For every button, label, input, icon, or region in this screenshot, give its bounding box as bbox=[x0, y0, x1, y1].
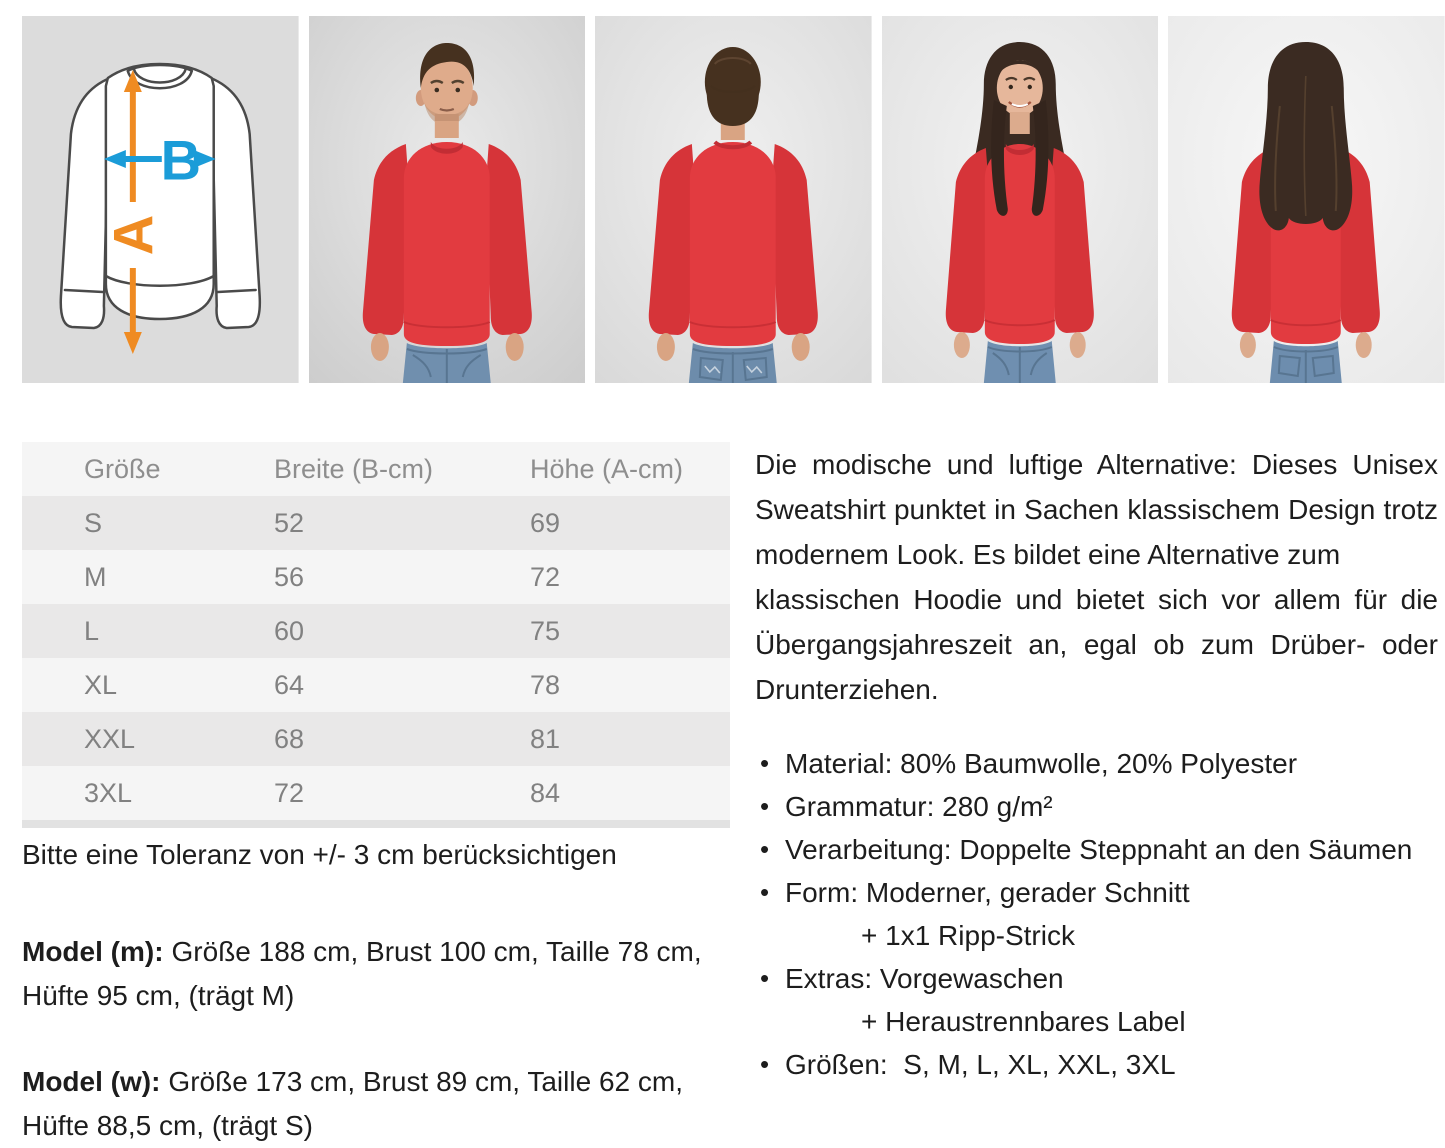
product-image-gallery bbox=[22, 16, 1445, 383]
table-cell: 81 bbox=[530, 723, 561, 754]
size-diagram-image bbox=[22, 16, 299, 383]
table-cell: 78 bbox=[530, 669, 561, 700]
table-cell: XXL bbox=[84, 723, 136, 754]
male-torso bbox=[403, 142, 489, 346]
description-line: Drunterziehen. bbox=[755, 674, 939, 705]
detail-item bbox=[755, 785, 1438, 828]
size-table bbox=[22, 442, 730, 820]
male-back-torso bbox=[690, 142, 776, 346]
size-table-header-row bbox=[22, 442, 730, 496]
description-section bbox=[755, 442, 1438, 1086]
table-cell: 72 bbox=[274, 777, 305, 808]
detail-item-text: Material: 80% Baumwolle, 20% Polyester bbox=[785, 748, 1298, 779]
tolerance-note: Bitte eine Toleranz von +/- 3 cm berücksichtigen bbox=[22, 839, 617, 870]
model-male-text: Größe 188 cm, Brust 100 cm, Taille 78 cm, Hüfte 95 cm, (trägt M) bbox=[22, 936, 702, 1011]
description-line: Die modische und luftige Alternative: Dieses Unisex bbox=[755, 449, 1438, 480]
dimension-a-label: A bbox=[101, 214, 165, 256]
detail-item-text: Größen: S, M, L, XL, XXL, 3XL bbox=[785, 1049, 1176, 1080]
table-cell: 68 bbox=[274, 723, 305, 754]
table-row bbox=[22, 550, 730, 604]
detail-item bbox=[755, 957, 1438, 1043]
table-cell: 3XL bbox=[84, 777, 133, 808]
model-male-info bbox=[22, 930, 730, 1018]
female-left-hand bbox=[954, 332, 970, 358]
sweatshirt-measure-diagram bbox=[22, 16, 299, 383]
col-header-size: Größe bbox=[84, 453, 161, 484]
table-cell: M bbox=[84, 561, 107, 592]
table-cell: 69 bbox=[530, 507, 561, 538]
detail-item-text: Verarbeitung: Doppelte Steppnaht an den Säumen bbox=[785, 834, 1413, 865]
description-line: Sweatshirt punktet in Sachen klassischem Design trotz bbox=[755, 494, 1438, 525]
male-back-figure bbox=[595, 16, 872, 383]
table-cell: 60 bbox=[274, 615, 305, 646]
model-male-label: Model (m): bbox=[22, 936, 164, 967]
col-header-height: Höhe (A-cm) bbox=[530, 453, 684, 484]
table-row bbox=[22, 712, 730, 766]
detail-item bbox=[755, 1043, 1438, 1086]
male-right-hand bbox=[505, 333, 523, 361]
table-cell: L bbox=[84, 615, 100, 646]
table-cell: 64 bbox=[274, 669, 305, 700]
model-female-label: Model (w): bbox=[22, 1066, 161, 1097]
detail-item bbox=[755, 871, 1438, 957]
detail-item-text: Extras: Vorgewaschen bbox=[785, 963, 1064, 994]
detail-item bbox=[755, 828, 1438, 871]
detail-item-text: Form: Moderner, gerader Schnitt bbox=[785, 877, 1190, 908]
table-row bbox=[22, 658, 730, 712]
model-female-front-photo bbox=[882, 16, 1159, 383]
table-cell: 52 bbox=[274, 507, 305, 538]
male-back-hair bbox=[705, 47, 761, 126]
table-row bbox=[22, 496, 730, 550]
description-line: klassischen Hoodie und bietet sich vor allem für die bbox=[755, 584, 1438, 615]
description-line: Übergangsjahreszeit an, egal ob zum Drüber- oder bbox=[755, 629, 1438, 660]
description bbox=[755, 442, 1438, 712]
female-front-figure bbox=[882, 16, 1159, 383]
male-front-figure bbox=[309, 16, 586, 383]
table-cell: 75 bbox=[530, 615, 561, 646]
female-right-hand bbox=[1070, 332, 1086, 358]
col-header-width: Breite (B-cm) bbox=[274, 453, 434, 484]
model-female-info bbox=[22, 1060, 730, 1148]
model-male-back-photo bbox=[595, 16, 872, 383]
table-cell: 84 bbox=[530, 777, 561, 808]
table-row bbox=[22, 766, 730, 820]
model-female-text: Größe 173 cm, Brust 89 cm, Taille 62 cm, Hüfte 88,5 cm, (trägt S) bbox=[22, 1066, 683, 1141]
size-section bbox=[22, 442, 730, 1148]
dimension-b-label: B bbox=[160, 128, 201, 192]
table-cell: XL bbox=[84, 669, 118, 700]
model-female-back-photo bbox=[1168, 16, 1445, 383]
detail-item-text: Grammatur: 280 g/m² bbox=[785, 791, 1053, 822]
table-cell: 56 bbox=[274, 561, 305, 592]
female-back-figure bbox=[1168, 16, 1445, 383]
table-cell: S bbox=[84, 507, 103, 538]
detail-subitem: + Heraustrennbares Label bbox=[861, 1006, 1186, 1037]
table-row bbox=[22, 604, 730, 658]
detail-item bbox=[755, 742, 1438, 785]
description-line: modernem Look. Es bildet eine Alternative zum bbox=[755, 539, 1341, 570]
detail-subitem: + 1x1 Ripp-Strick bbox=[861, 920, 1075, 951]
table-cell: 72 bbox=[530, 561, 561, 592]
details-list bbox=[755, 742, 1438, 1086]
table-bottom-strip bbox=[22, 820, 730, 828]
female-neck bbox=[1010, 112, 1030, 134]
size-table-body bbox=[22, 496, 730, 820]
model-male-front-photo bbox=[309, 16, 586, 383]
male-left-hand bbox=[371, 333, 389, 361]
